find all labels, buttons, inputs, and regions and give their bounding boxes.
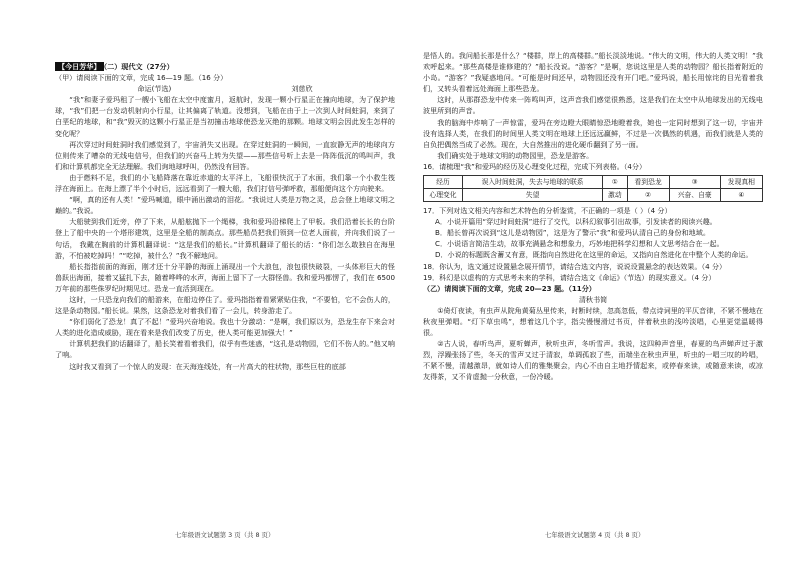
paragraph: 我们确实处于地球文明的动物园里，恐龙是游客。 [437, 150, 594, 160]
paragraph: 是悟人的。我问船长那是什么？“楼群，岸上的高楼群。”船长淡淡地说。“伟大的文明，伟大的人类文明！”我欢呼起来。“那些高楼是谁修建的？”船长没说。“游客？”是啊，您说这里是人类的动物园？船长指着附近的小岛。“游客？”我疑惑地问。“可能是时间还早，动物园还没有开门吧。”爱玛说，船长用惊诧的目光看着我们，又转头看着远处海面上那些恐龙。 [423, 51, 763, 94]
part-b-instruction: （乙）请阅读下面的文章，完成 20—23 题。（11分） [423, 283, 596, 293]
question-19: 19．科幻是以虚构的方式思考未来的学科，请结合选文《命运》（节选）的现实意义。（4 分） [423, 272, 716, 282]
paragraph: “我”和妻子爱玛租了一艘小飞船在太空中度蜜月，返航时，发现一颗小行星正在撞向地球，为了保护地球，“我”们把一台发动机射向小行星，让其偏离了轨道。没想到，飞船在由于上一次到人时间蛀洞，来到了白垩纪的地球，和“我”毁灭的这颗小行星正是当初撞击地球使恐龙灭绝的那颗。地球文明会因此发生怎样的变化呢？ [55, 95, 395, 138]
paragraph: 我的脑海中炸响了一声惊雷，爱玛在旁边瞪大眼睛惊恐地瞪着我，她也一定同时想到了这一切，宇宙并没有选择人类，在我们的时间里人类文明在地球上还远远赢鲜，不过是一次偶然的机遇，而我们就是人类的自负把偶然当成了必然。现在，大自然推出的进化硬币翻到了另一面。 [423, 117, 763, 149]
option-d: D．小说的标题既含蓄又有意，既指向自然进化在这里的命运，又指向自然进化在中整个人类的命运。 [435, 250, 753, 260]
paragraph: 这时，一只恐龙向我们的船游来，在船边停住了。爱玛指指着看紧紧贴住我，“不要怕，它不会伤人的，这是条动物园。”船长说。果然，这条恐龙对着我们看了一会儿，转身游走了。 [55, 294, 395, 316]
table-row [424, 189, 763, 202]
table-cell: 激动 [603, 189, 627, 202]
paragraph: 由于燃料不足，我们的小飞船降落在靠近赤道的太平洋上，飞船很快沉于了水面，我们靠一个小救生筏浮在海面上。在海上漂了半个小时后，远远看到了一艘大船，我们打信号弹呼救，那船便向这个方向驶来。 [55, 172, 395, 194]
option-b: B．船长曾再次说到“这儿是动物园”，这是为了警示“我”和爱玛认清自己的身份和地域。 [435, 228, 710, 238]
option-a: A．小说开篇用“穿过时间蛀洞”进行了交代，以科幻叙事引出故事，引发读者的阅读兴趣。 [435, 217, 717, 227]
table-cell: 误入时间蛀洞，失去与地球的联系 [463, 176, 603, 189]
table-cell: 经历 [424, 176, 463, 189]
question-18: 18．你认为，选文通过设置悬念展开情节，请结合选文内容，说说设置悬念的表达效果。（4 分） [423, 261, 727, 271]
article-title: 命运(节选) [137, 84, 172, 94]
table-cell: 心理变化 [424, 189, 463, 202]
option-c: C．小说语言简洁生动，故事充满悬念和想象力，巧妙地把科学幻想和人文思考结合在一起。 [435, 239, 724, 249]
paragraph: 船长指指前面的海面，刚才还十分平静的海面上涌现出一个大浪包，浪包很快破裂，一头体形巨大的怪兽跃出海面，接着又猛扎下去，随着哗哗的水声，海面上留下了一大群怪兽。我和爱玛都愣了，我们在 6500 万年前的那些侏罗纪时期见过。恐龙一直活到现在。 [55, 261, 395, 293]
table-cell: 看到恐龙 [627, 176, 669, 189]
article-b-title: 清秋书简 [578, 294, 608, 304]
answer-table [423, 175, 763, 202]
left-column [55, 61, 395, 372]
paragraph: ②古人说，春听鸟声，夏听蝉声，秋听虫声，冬听雪声。我说，这四种声音里，春夏的鸟声蝉声过于激烈，浮躁张扬了些，冬天的雪声又过于清寂，单调孤寂了些，而端坐在秋虫声里，听虫的一唱三叹的吟唱，不紧不慢，清越激昂，就如诗人们的雅集聚会，内心不由自主地抒情起来，或停春来读，或随意来读，或凉友得茶，又不肯虚抛一分秋意，一份冷暖。 [423, 339, 763, 382]
paragraph: 再次穿过时间蛀洞时我们感觉到了，宇宙消失又出现。在穿过蛀洞的一瞬间，一直寂静无声的地球向方位则传来了嘈杂的无线电信号，但我们的兴奋马上转为失望——那些信号听上去是一阵阵低沉的鸣叫声，我们和计算机都完全无法理解。我们询地球呼叫，仍然没有回答。 [55, 139, 395, 171]
article-byline [55, 83, 395, 94]
table-cell: 失望 [463, 189, 603, 202]
page-footer-right: 七年级语文试题第 4 页（共 8 页） [545, 531, 645, 539]
table-cell[interactable]: ① [603, 176, 627, 189]
table-cell: 发现真相 [720, 176, 762, 189]
paragraph: 这时我又看到了一个惊人的发现：在天海连线处，有一片高大的柱状物，那些巨柱的底部 [69, 361, 346, 371]
table-cell[interactable]: ④ [720, 189, 762, 202]
part-a-instruction: （甲）请阅读下面的文章，完成 16—19 题。（16 分） [55, 73, 228, 83]
section-tag: 【今日芳华】 [55, 62, 104, 71]
paragraph: 这时，从那群恐龙中传来一阵鸣叫声，这声音我们感觉很熟悉，这是我们在太空中从地球发出的无线电波里所到的声音。 [423, 95, 763, 116]
paragraph: 计算机把我们的话翻译了，船长笑着看着我们，似乎有些迷惑，“这孔是动物园，它们不伤人的。”他又响了响。 [55, 339, 395, 360]
table-row [424, 176, 763, 189]
question-17: 17．下列对选文相关内容和艺术特色的分析鉴赏，不正确的一项是（ ）（4 分） [423, 206, 672, 216]
paragraph: “你们弱化了恐龙！真了不起！”爱玛兴奋地说。我也十分激动：“是啊，我们原以为，恐龙生存下来会对人类的进化造成威胁，现在看来是我们改变了历史，使人类可能更加强大！” [55, 317, 395, 338]
paragraph: “啊，真的还有人类！”爱玛喊道，眼中涌出激动的泪花。“我说过人类是万物之灵，总会登上地球文明之巅的。”我说。 [55, 195, 395, 216]
paragraph: ①倚灯夜读，有虫声从院角黄菊丛里传来，时断时续，忽高忽低，带点诗词里的平仄音律，不紧不慢地在秋夜里弹唱。“灯下草虫鸣”，想着这几个字，指尖慢慢滑过书页，伴着秋虫的浅吟淡唱，心里更觉温暖得很。 [423, 305, 763, 338]
paragraph: 大船驶到我们近旁，停了下来，从船舷抛下一个绳梯，我和爱玛沿梯爬上了甲板。我们沿着长长的台阶登上了船中央的一个塔形建筑，这里是全船的制高点。那些船员把我们领到一位老人面前，并向我们说了一句话， 我戴在胸前的计算机翻译说：“这是我们的船长。”计算机翻译了船长的话：“你们怎么敢独自在海里游，不怕被吃掉吗！”“吃掉，被什么？”我不解地问。 [55, 217, 395, 260]
section-heading [55, 61, 395, 72]
table-cell[interactable]: ② [627, 189, 669, 202]
table-cell[interactable]: ③ [669, 176, 720, 189]
question-16: 16．请梳理“我”和爱玛的经历及心理变化过程，完成下列表格。（4分） [423, 161, 647, 171]
table-cell: 兴奋、自豪 [669, 189, 720, 202]
page-footer-left: 七年级语文试题第 3 页（共 8 页） [175, 531, 275, 539]
article-author: 刘慈欣 [291, 84, 313, 94]
section-title: （二）现代文（27分） [103, 62, 174, 71]
right-column [423, 50, 763, 383]
